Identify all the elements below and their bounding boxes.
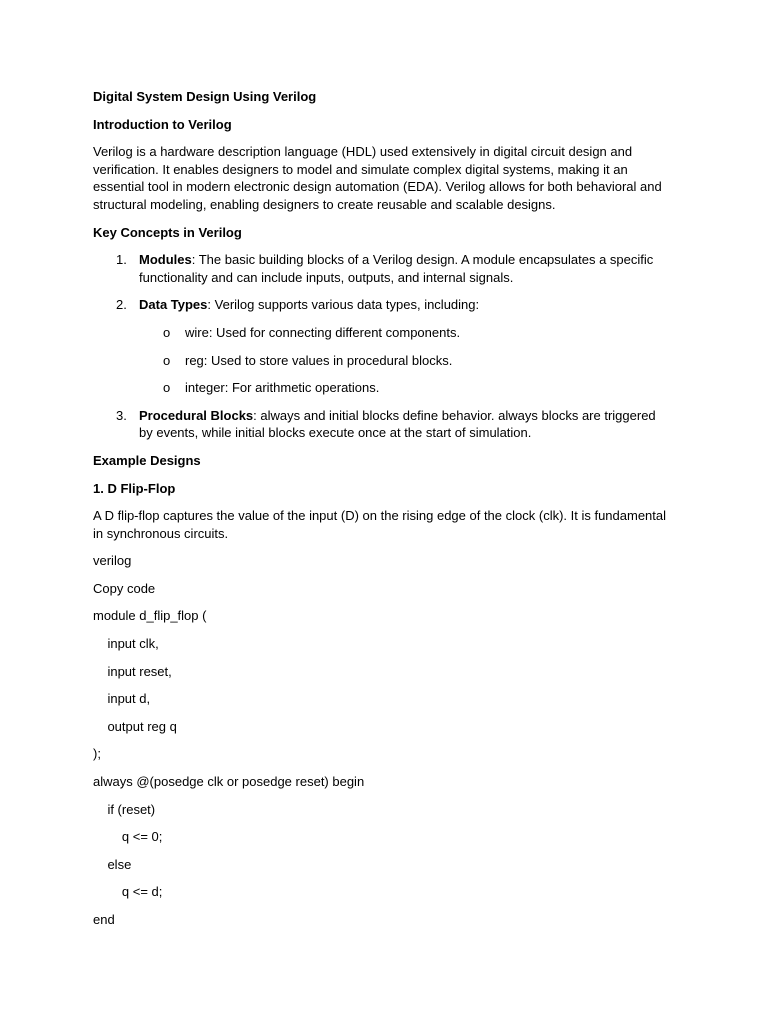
- copy-code-button[interactable]: Copy code: [93, 580, 156, 596]
- code-line: else: [93, 856, 132, 872]
- code-line: input clk,: [93, 636, 159, 652]
- sub-list-text: reg: Used to store values in procedural blocks.: [185, 352, 453, 368]
- list-item: [93, 407, 672, 442]
- list-number: 1.: [116, 252, 127, 268]
- list-number: 3.: [116, 407, 127, 423]
- sub-list-item: [139, 352, 672, 370]
- key-concepts-list: [93, 251, 672, 442]
- list-item: [93, 296, 672, 396]
- example1-heading: 1. D Flip-Flop: [93, 480, 176, 496]
- intro-paragraph: Verilog is a hardware description language (HDL) used extensively in digital circuit design and verification. It enables designers to model and simulate complex digital systems, making it an essential tool in modern electronic design automation (EDA). Verilog allows for both behavioral and structural modeling, enabling designers to create reusable and scalable designs.: [93, 144, 662, 212]
- code-line: module d_flip_flop (: [93, 608, 207, 624]
- sub-list-item: [139, 324, 672, 342]
- intro-heading: Introduction to Verilog: [93, 116, 232, 132]
- key-concepts-heading: Key Concepts in Verilog: [93, 224, 242, 240]
- code-line: if (reset): [93, 801, 156, 817]
- example1-paragraph: A D flip-flop captures the value of the input (D) on the rising edge of the clock (clk). It is fundamental in synchronous circuits.: [93, 508, 667, 541]
- code-block: [93, 607, 672, 928]
- list-text: : always and initial blocks define behavior. always blocks are triggered by events, while initial blocks execute once at the start of simulation.: [139, 407, 656, 441]
- sub-list-text: integer: For arithmetic operations.: [185, 380, 380, 396]
- list-number: 2.: [116, 297, 127, 313]
- code-line: input d,: [93, 691, 151, 707]
- sub-list-text: wire: Used for connecting different components.: [185, 324, 461, 340]
- code-line: end: [93, 912, 115, 927]
- code-line: always @(posedge clk or posedge reset) begin: [93, 774, 365, 790]
- sub-list-item: [139, 379, 672, 397]
- code-line: );: [93, 746, 101, 762]
- code-line: q <= 0;: [93, 829, 163, 845]
- bullet-icon: o: [163, 352, 171, 368]
- bullet-icon: o: [163, 324, 171, 340]
- list-text: : The basic building blocks of a Verilog design. A module encapsulates a specific functionality and can include inputs, outputs, and internal signals.: [139, 252, 654, 285]
- document-title: Digital System Design Using Verilog: [93, 89, 317, 104]
- code-line: input reset,: [93, 663, 172, 679]
- examples-heading: Example Designs: [93, 452, 201, 468]
- list-term: Data Types: [139, 297, 208, 313]
- bullet-icon: o: [163, 380, 171, 396]
- code-language-label: verilog: [93, 553, 132, 569]
- data-types-sublist: [139, 324, 672, 397]
- list-text: : Verilog supports various data types, including:: [207, 297, 480, 313]
- code-line: output reg q: [93, 718, 177, 734]
- list-term: Procedural Blocks: [139, 407, 254, 423]
- list-term: Modules: [139, 252, 192, 268]
- code-line: q <= d;: [93, 884, 163, 900]
- list-item: [93, 251, 672, 286]
